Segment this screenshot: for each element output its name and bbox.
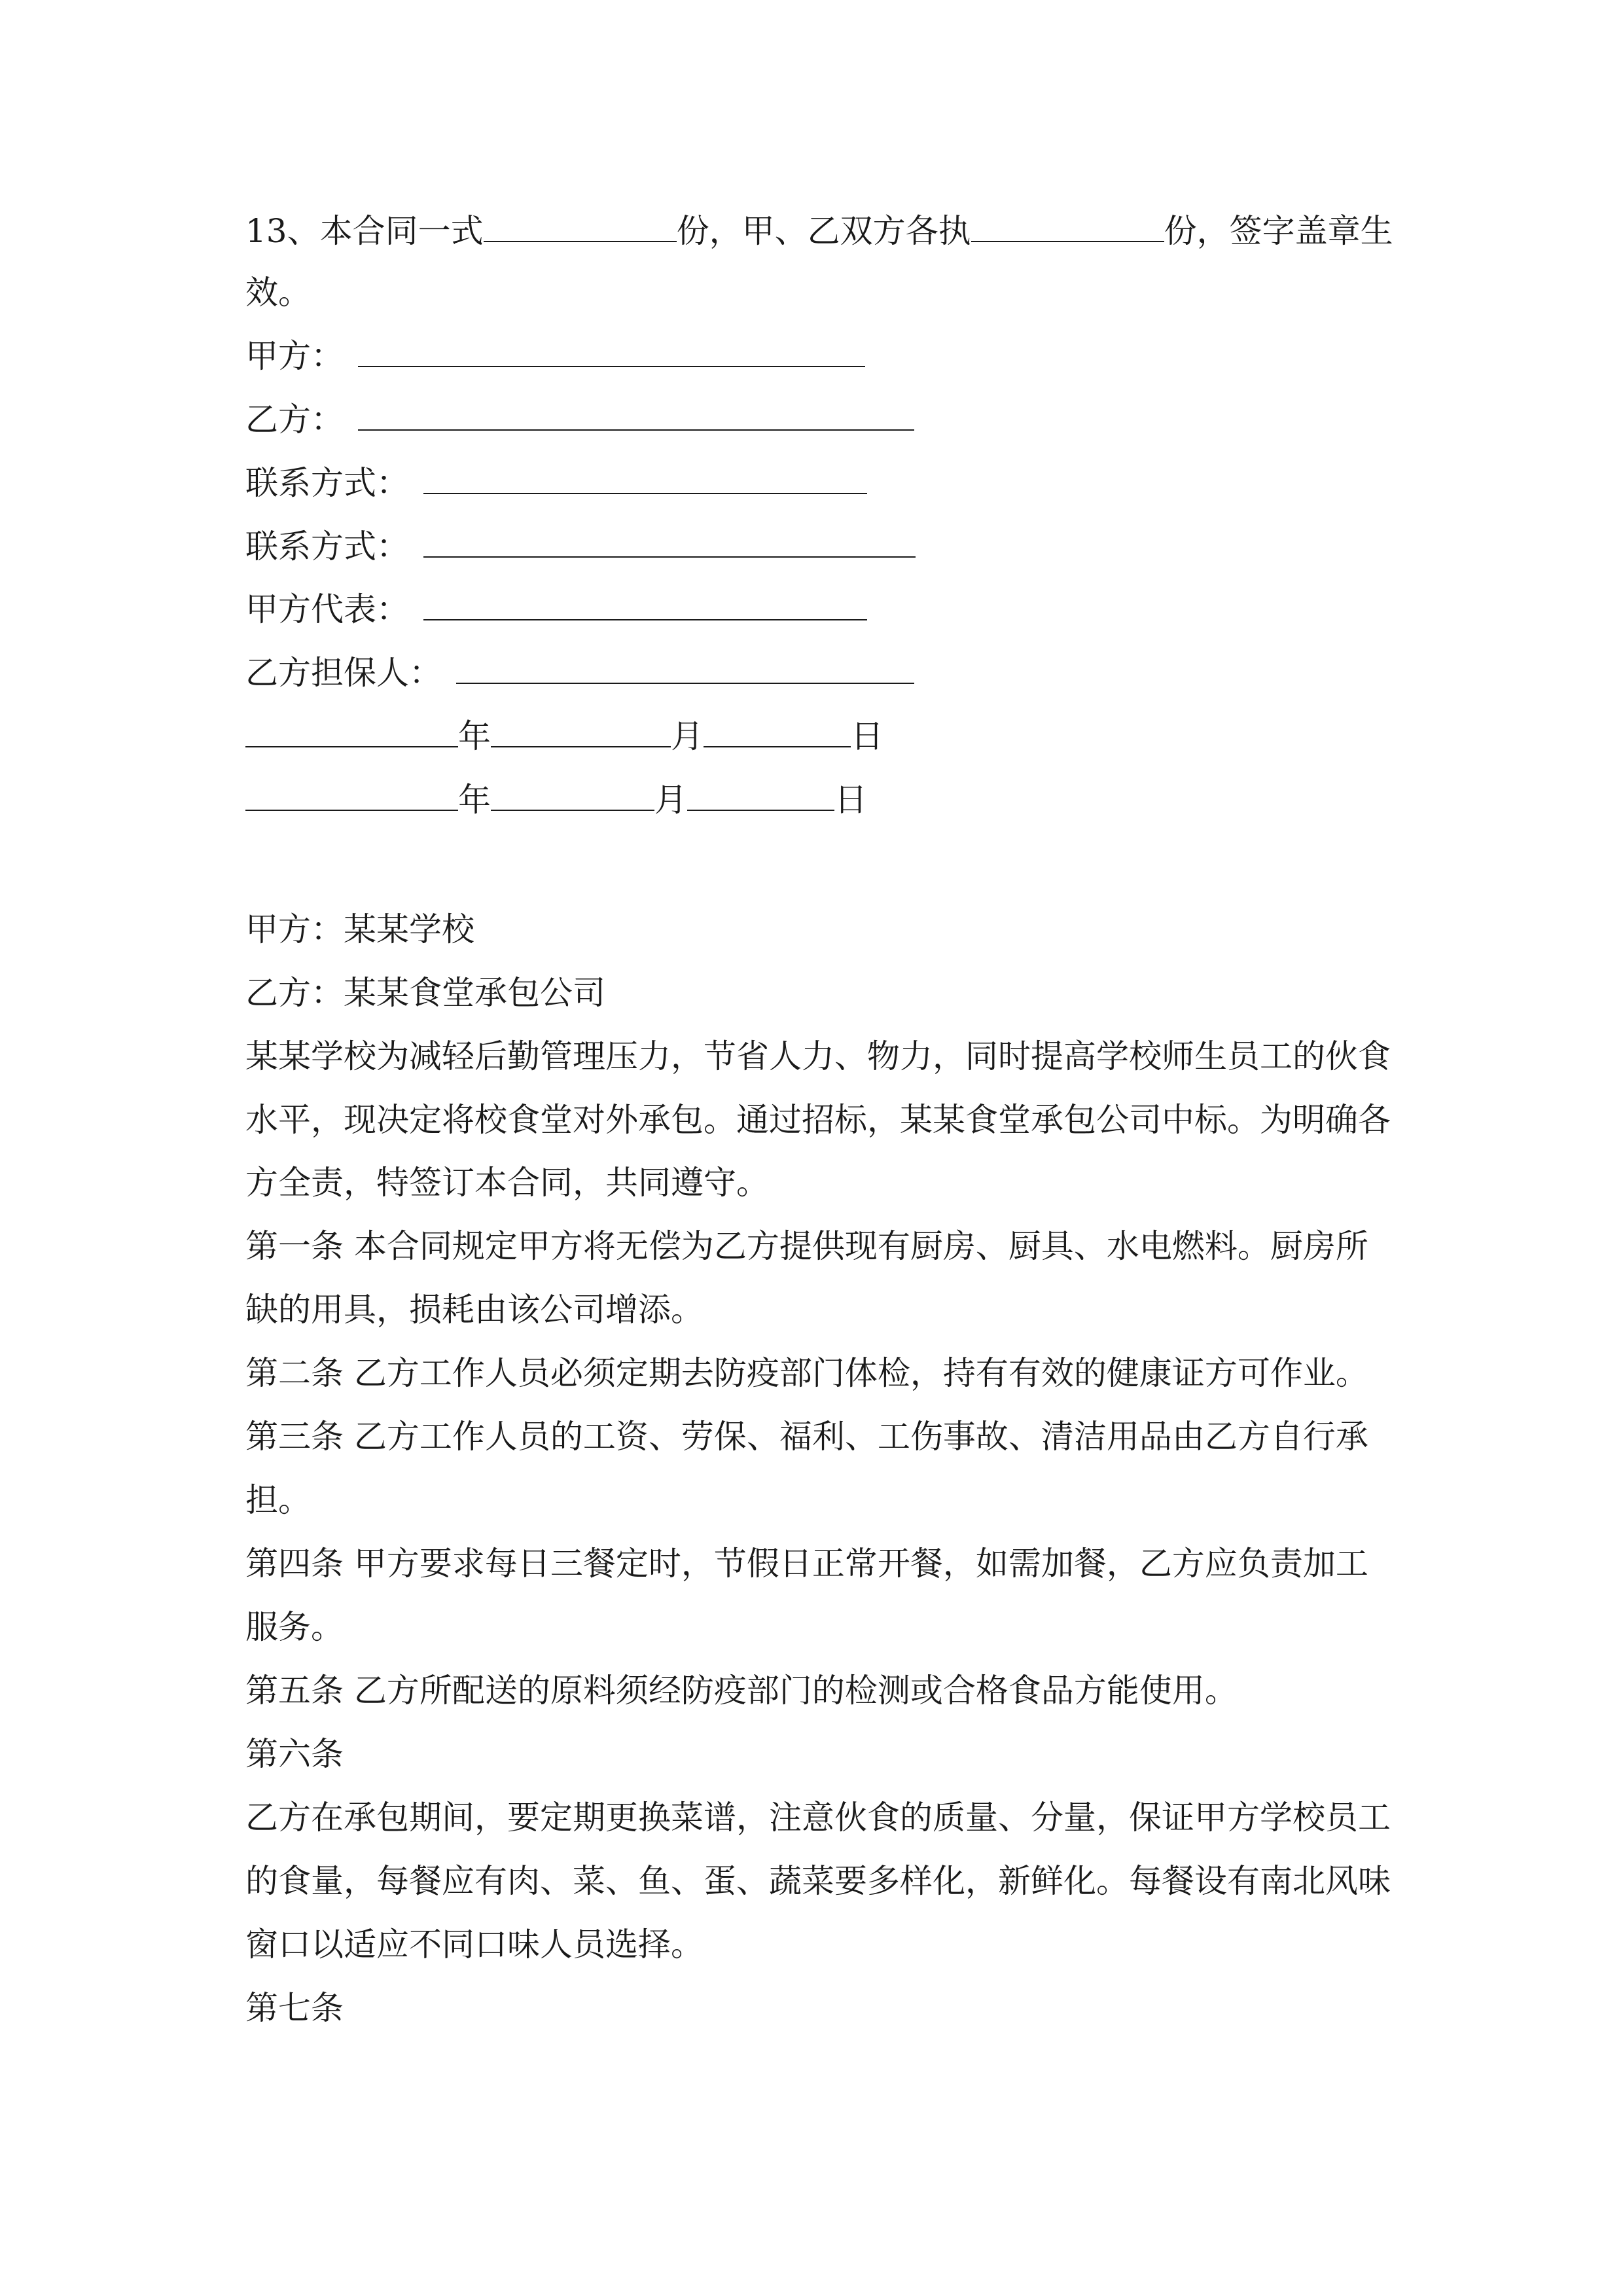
article-2: 第二条 乙方工作人员必须定期去防疫部门体检，持有有效的健康证方可作业。 [245, 1354, 1368, 1392]
party-b-sign-line [245, 399, 914, 439]
intro-line-2: 水平，现决定将校食堂对外承包。通过招标，某某食堂承包公司中标。为明确各 [245, 1101, 1391, 1139]
article-4-line-1: 第四条 甲方要求每日三餐定时，节假日正常开餐，如需加餐，乙方应负责加工 [245, 1545, 1368, 1583]
article-4-line-2: 服务。 [245, 1608, 344, 1646]
article-6-line-2: 的食量，每餐应有肉、菜、鱼、蛋、蔬菜要多样化，新鲜化。每餐设有南北风味 [245, 1862, 1391, 1900]
date-line-1 [245, 716, 883, 756]
intro-line-3: 方全责，特签订本合同，共同遵守。 [245, 1164, 769, 1202]
contact-2-blank[interactable] [423, 526, 916, 558]
contact-1-blank[interactable] [423, 463, 867, 494]
month-label-1: 月 [671, 717, 704, 755]
party-a-label: 甲方： [245, 337, 344, 375]
clause-13-line [245, 211, 1393, 251]
party-a-sign-line [245, 336, 865, 376]
month-label-2: 月 [654, 781, 687, 819]
contract-party-b: 乙方：某某食堂承包公司 [245, 974, 605, 1012]
year-label-1: 年 [458, 717, 491, 755]
clause-13-prefix: 13、本合同一式 [245, 212, 484, 250]
contact-1-label: 联系方式： [245, 464, 409, 502]
article-6-line-3: 窗口以适应不同口味人员选择。 [245, 1926, 704, 1964]
article-7-title: 第七条 [245, 1989, 344, 2027]
article-1-line-2: 缺的用具，损耗由该公司增添。 [245, 1291, 704, 1329]
article-3-line-2: 担。 [245, 1481, 311, 1519]
clause-13-suffix: 份，签字盖章生 [1164, 212, 1393, 250]
year-blank-2[interactable] [245, 780, 458, 811]
day-label-2: 日 [834, 781, 867, 819]
article-1-line-1: 第一条 本合同规定甲方将无偿为乙方提供现有厨房、厨具、水电燃料。厨房所 [245, 1227, 1368, 1265]
day-blank-1[interactable] [704, 716, 851, 747]
party-a-blank[interactable] [358, 336, 865, 367]
year-blank-1[interactable] [245, 716, 458, 747]
copies-total-blank[interactable] [484, 211, 677, 242]
article-5: 第五条 乙方所配送的原料须经防疫部门的检测或合格食品方能使用。 [245, 1672, 1238, 1710]
rep-a-blank[interactable] [423, 589, 867, 620]
rep-a-label: 甲方代表： [245, 590, 409, 628]
month-blank-2[interactable] [491, 780, 654, 811]
date-line-2 [245, 780, 867, 819]
clause-13-mid: 份，甲、乙双方各执 [676, 212, 971, 250]
clause-13-cont: 效。 [245, 274, 311, 312]
party-b-blank[interactable] [358, 399, 914, 431]
contact-2-label: 联系方式： [245, 528, 409, 565]
intro-line-1: 某某学校为减轻后勤管理压力，节省人力、物力，同时提高学校师生员工的伙食 [245, 1037, 1391, 1075]
contract-party-a: 甲方：某某学校 [245, 910, 474, 948]
guarantor-b-label: 乙方担保人： [245, 654, 442, 692]
article-6-line-1: 乙方在承包期间，要定期更换菜谱，注意伙食的质量、分量，保证甲方学校员工 [245, 1799, 1391, 1837]
copies-each-blank[interactable] [971, 211, 1164, 242]
day-blank-2[interactable] [687, 780, 834, 811]
article-3-line-1: 第三条 乙方工作人员的工资、劳保、福利、工伤事故、清洁用品由乙方自行承 [245, 1418, 1368, 1456]
guarantor-b-blank[interactable] [456, 653, 914, 684]
rep-a-line [245, 589, 867, 629]
contact-2-line [245, 526, 916, 566]
guarantor-b-line [245, 653, 914, 692]
article-6-title: 第六条 [245, 1735, 344, 1773]
contact-1-line [245, 463, 867, 503]
year-label-2: 年 [458, 781, 491, 819]
party-b-label: 乙方： [245, 401, 344, 439]
month-blank-1[interactable] [491, 716, 671, 747]
day-label-1: 日 [851, 717, 883, 755]
